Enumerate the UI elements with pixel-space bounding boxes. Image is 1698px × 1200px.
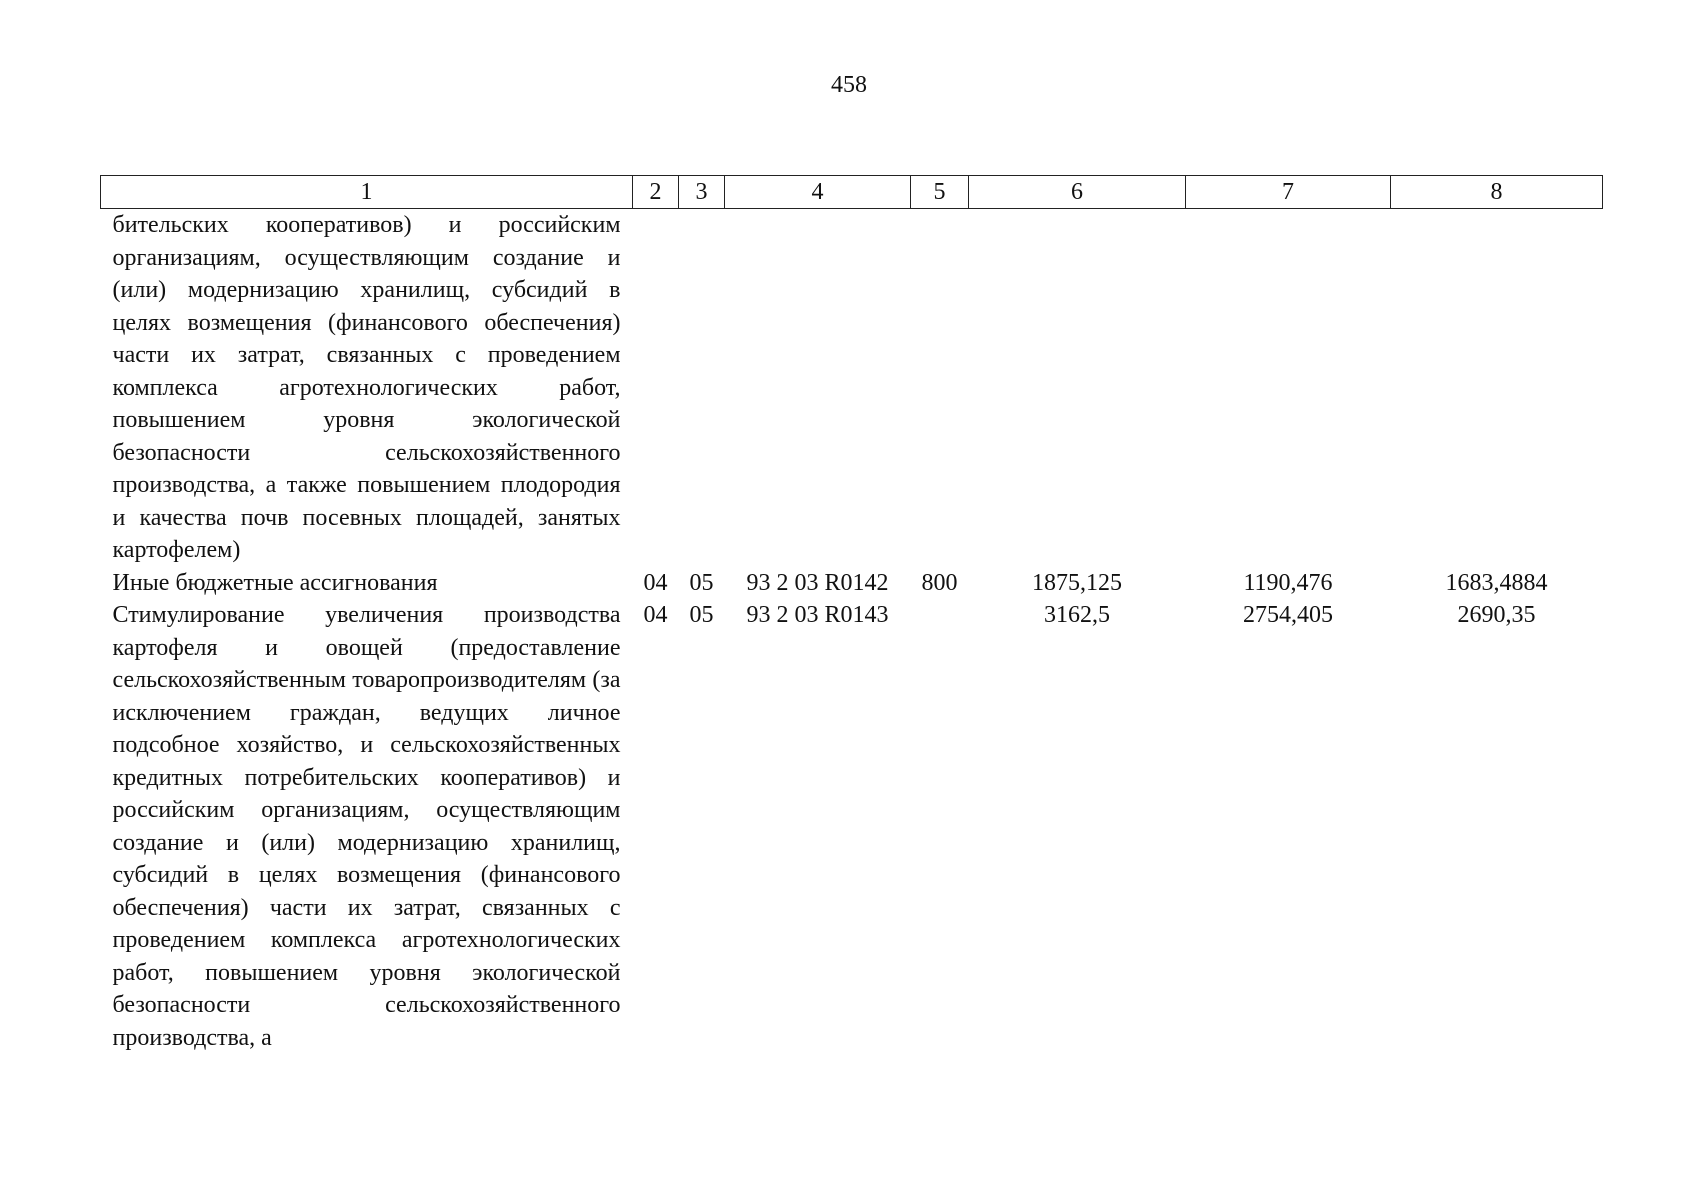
row-description: Иные бюджетные ассигнования xyxy=(112,569,438,596)
table-row xyxy=(101,567,1603,600)
column-header-4: 4 xyxy=(725,176,911,209)
row-amount-year-3 xyxy=(1391,209,1603,567)
row-subsection: 05 xyxy=(689,602,714,628)
row-description: бительских кооперативов) и российским организациям, осуществляющим создание и (или) модернизацию хранилищ, субсидий в целях возмещения (финансового обеспечения) части их затрат, связанных с проведением комплекса агротехнологических работ, повышением уровня экологической безопасности сельскохозяйственного производства, а также повышением плодородия и качества почв посевных площадей, занятых картофелем) xyxy=(112,212,621,563)
row-expense-type xyxy=(911,599,969,1054)
table-row xyxy=(101,209,1603,567)
row-amount-year-3: 2690,35 xyxy=(1457,602,1536,628)
column-header-5: 5 xyxy=(911,176,969,209)
row-expense-type: 800 xyxy=(921,569,958,596)
row-section xyxy=(633,209,679,567)
row-target-article xyxy=(725,209,911,567)
column-header-7: 7 xyxy=(1186,176,1391,209)
column-header-6: 6 xyxy=(969,176,1186,209)
row-target-article: 93 2 03 R0143 xyxy=(746,602,889,628)
row-description: Стимулирование увеличения производства картофеля и овощей (предоставление сельскохозяйственным товаропроизводителям (за исключением граждан, ведущих личное подсобное хозяйство, и сельскохозяйственных кредитных потребительских кооперативов) и российским организациям, осуществляющим создание и (или) модернизацию хранилищ, субсидий в целях возмещения (финансового обеспечения) части их затрат, связанных с проведением комплекса агротехнологических работ, повышением уровня экологической безопасности сельскохозяйственного производства, а xyxy=(112,602,621,1051)
row-amount-year-1: 1875,125 xyxy=(1032,569,1122,596)
row-amount-year-2: 1190,476 xyxy=(1243,569,1333,596)
table-row xyxy=(101,599,1603,1054)
header-row xyxy=(101,176,1603,209)
column-header-3: 3 xyxy=(679,176,725,209)
row-subsection xyxy=(679,209,725,567)
row-amount-year-2: 2754,405 xyxy=(1243,602,1333,628)
row-amount-year-2 xyxy=(1186,209,1391,567)
row-target-article: 93 2 03 R0142 xyxy=(746,569,889,596)
row-expense-type xyxy=(911,209,969,567)
row-amount-year-1: 3162,5 xyxy=(1044,602,1110,628)
column-header-1: 1 xyxy=(101,176,633,209)
row-amount-year-3: 1683,4884 xyxy=(1445,569,1548,596)
page-number: 458 xyxy=(831,72,867,98)
column-header-8: 8 xyxy=(1391,176,1603,209)
column-header-2: 2 xyxy=(633,176,679,209)
row-section: 04 xyxy=(643,569,668,596)
row-section: 04 xyxy=(643,602,668,628)
budget-table xyxy=(100,175,1603,1054)
row-subsection: 05 xyxy=(689,569,714,596)
row-amount-year-1 xyxy=(969,209,1186,567)
